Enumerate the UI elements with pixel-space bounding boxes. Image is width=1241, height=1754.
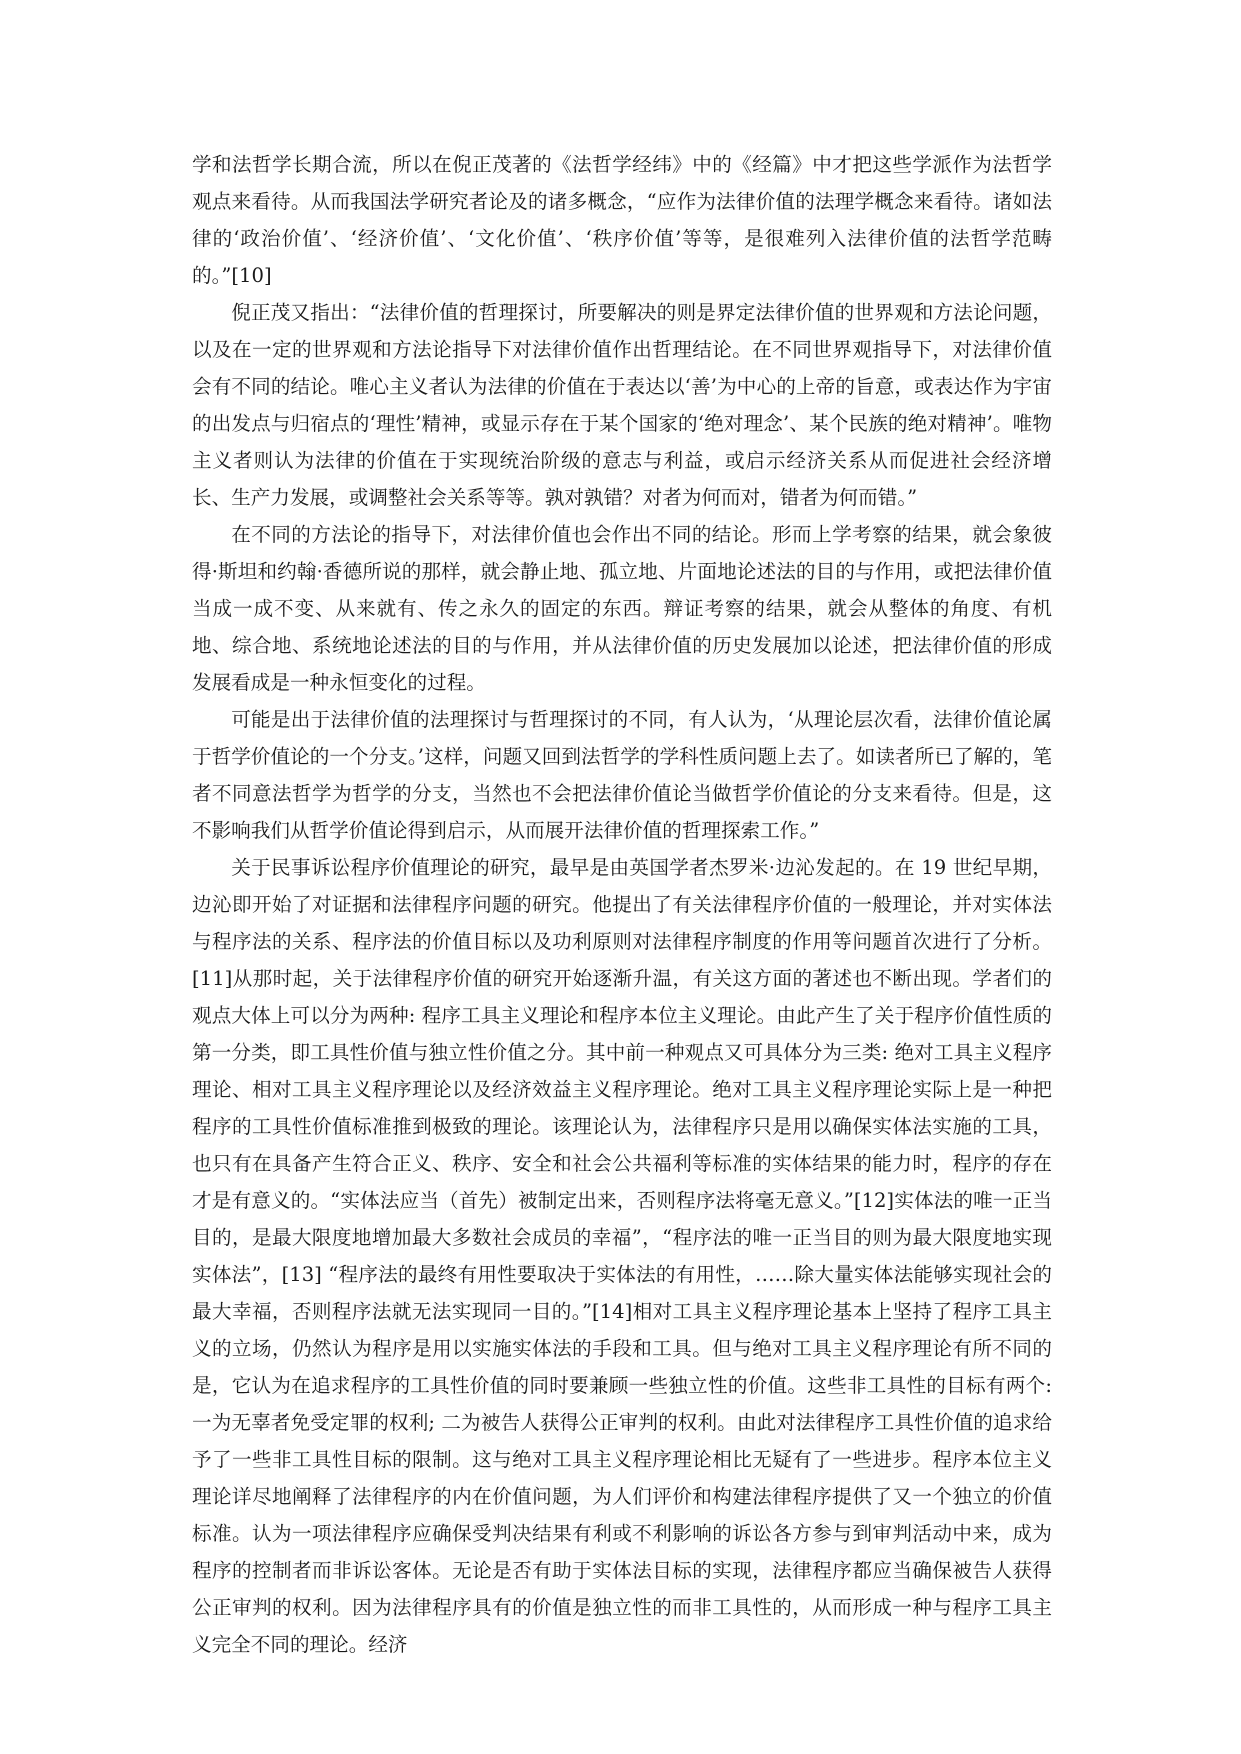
paragraph: 倪正茂又指出：“法律价值的哲理探讨，所要解决的则是界定法律价值的世界观和方法论问题，以及在一定的世界观和方法论指导下对法律价值作出哲理结论。在不同世界观指导下，对法律价值会有不同的结论。唯心主义者认为法律的价值在于表达以‘善’为中心的上帝的旨意，或表达作为宇宙的出发点与归宿点的‘理性’精神，或显示存在于某个国家的‘绝对理念’、某个民族的绝对精神’。唯物主义者则认为法律的价值在于实现统治阶级的意志与利益，或启示经济关系从而促进社会经济增长、生产力发展，或调整社会关系等等。孰对孰错？对者为何而对，错者为何而错。” <box>192 301 1052 509</box>
document-page <box>192 146 1052 1663</box>
paragraph: 可能是出于法律价值的法理探讨与哲理探讨的不同，有人认为，‘从理论层次看，法律价值论属于哲学价值论的一个分支。’这样，问题又回到法哲学的学科性质问题上去了。如读者所已了解的，笔者不同意法哲学为哲学的分支，当然也不会把法律价值论当做哲学价值论的分支来看待。但是，这不影响我们从哲学价值论得到启示，从而展开法律价值的哲理探索工作。” <box>192 708 1052 842</box>
paragraph-continuation: 学和法哲学长期合流，所以在倪正茂著的《法哲学经纬》中的《经篇》中才把这些学派作为法哲学观点来看待。从而我国法学研究者论及的诸多概念，“应作为法律价值的法理学概念来看待。诸如法律的‘政治价值’、‘经济价值’、‘文化价值’、‘秩序价值’等等，是很难列入法律价值的法哲学范畴的。”[10] <box>192 153 1052 287</box>
paragraph: 关于民事诉讼程序价值理论的研究，最早是由英国学者杰罗米·边沁发起的。在 19 世纪早期，边沁即开始了对证据和法律程序问题的研究。他提出了有关法律程序价值的一般理论，并对实体法与程序法的关系、程序法的价值目标以及功利原则对法律程序制度的作用等问题首次进行了分析。[11]从那时起，关于法律程序价值的研究开始逐渐升温，有关这方面的著述也不断出现。学者们的观点大体上可以分为两种: 程序工具主义理论和程序本位主义理论。由此产生了关于程序价值性质的第一分类，即工具性价值与独立性价值之分。其中前一种观点又可具体分为三类: 绝对工具主义程序理论、相对工具主义程序理论以及经济效益主义程序理论。绝对工具主义程序理论实际上是一种把程序的工具性价值标准推到极致的理论。该理论认为，法律程序只是用以确保实体法实施的工具，也只有在具备产生符合正义、秩序、安全和社会公共福利等标准的实体结果的能力时，程序的存在才是有意义的。“实体法应当（首先）被制定出来，否则程序法将毫无意义。”[12]实体法的唯一正当目的，是最大限度地增加最大多数社会成员的幸福”，“程序法的唯一正当目的则为最大限度地实现实体法”，[13] “程序法的最终有用性要取决于实体法的有用性，……除大量实体法能够实现社会的最大幸福，否则程序法就无法实现同一目的。”[14]相对工具主义程序理论基本上坚持了程序工具主义的立场，仍然认为程序是用以实施实体法的手段和工具。但与绝对工具主义程序理论有所不同的是，它认为在追求程序的工具性价值的同时要兼顾一些独立性的价值。这些非工具性的目标有两个: 一为无辜者免受定罪的权利; 二为被告人获得公正审判的权利。由此对法律程序工具性价值的追求给予了一些非工具性目标的限制。这与绝对工具主义程序理论相比无疑有了一些进步。程序本位主义理论详尽地阐释了法律程序的内在价值问题，为人们评价和构建法律程序提供了又一个独立的价值标准。认为一项法律程序应确保受判决结果有利或不利影响的诉讼各方参与到审判活动中来，成为程序的控制者而非诉讼客体。无论是否有助于实体法目标的实现，法律程序都应当确保被告人获得公正审判的权利。因为法律程序具有的价值是独立性的而非工具性的，从而形成一种与程序工具主义完全不同的理论。经济 <box>192 856 1052 1656</box>
paragraph: 在不同的方法论的指导下，对法律价值也会作出不同的结论。形而上学考察的结果，就会象彼得·斯坦和约翰·香德所说的那样，就会静止地、孤立地、片面地论述法的目的与作用，或把法律价值当成一成不变、从来就有、传之永久的固定的东西。辩证考察的结果，就会从整体的角度、有机地、综合地、系统地论述法的目的与作用，并从法律价值的历史发展加以论述，把法律价值的形成发展看成是一种永恒变化的过程。 <box>192 523 1052 694</box>
